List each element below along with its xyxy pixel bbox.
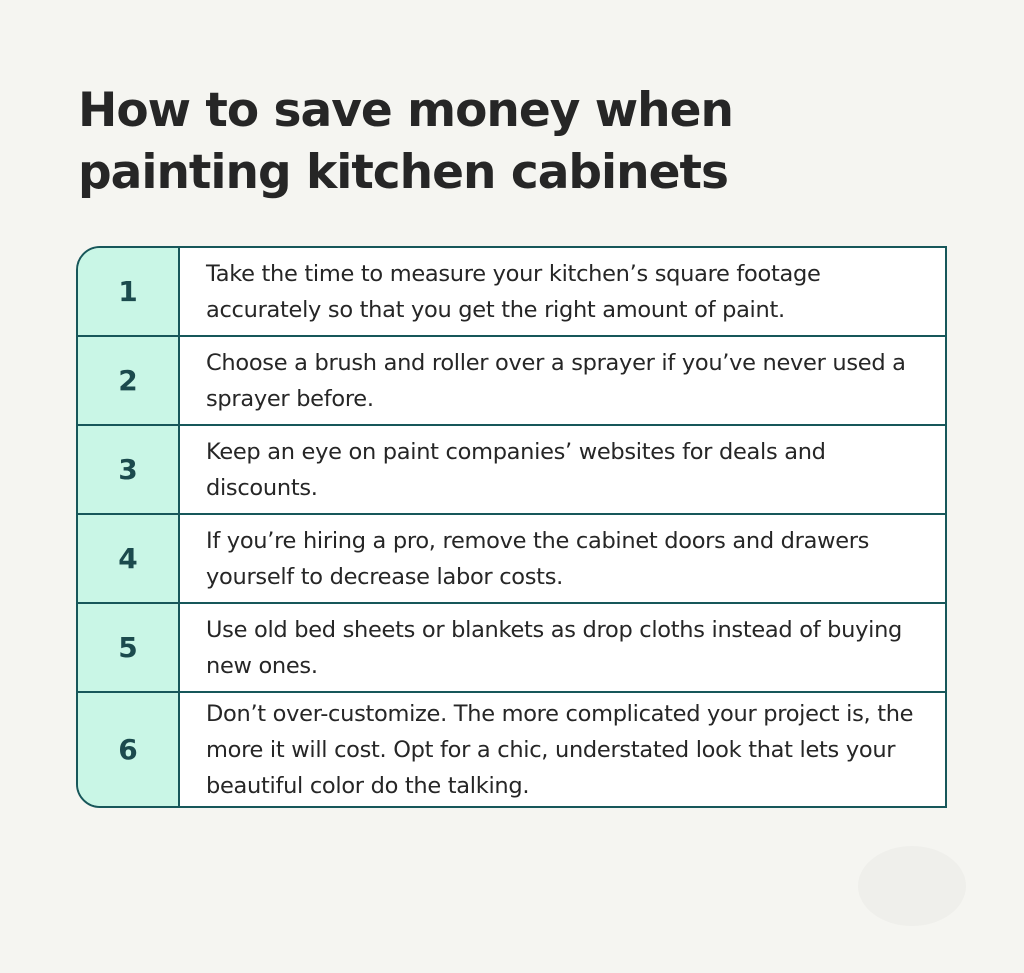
tip-row (78, 513, 945, 602)
tip-text: Take the time to measure your kitchen’s square footage accurately so that you get the right amount of paint. (180, 248, 945, 335)
tip-text: If you’re hiring a pro, remove the cabinet doors and drawers yourself to decrease labor costs. (180, 515, 945, 602)
tip-text: Don’t over-customize. The more complicated your project is, the more it will cost. Opt for a chic, understated look that lets your beautiful color do the talking. (180, 693, 945, 806)
tip-row (78, 335, 945, 424)
tip-number: 5 (78, 604, 180, 691)
tip-text: Choose a brush and roller over a sprayer if you’ve never used a sprayer before. (180, 337, 945, 424)
title-line-2: painting kitchen cabinets (78, 145, 728, 200)
title-line-1: How to save money when (78, 83, 733, 138)
tip-number: 1 (78, 248, 180, 335)
tip-row (78, 248, 945, 335)
page-title (78, 80, 958, 204)
tip-number: 4 (78, 515, 180, 602)
tip-row (78, 602, 945, 691)
tip-number: 6 (78, 693, 180, 806)
tip-text: Keep an eye on paint companies’ websites for deals and discounts. (180, 426, 945, 513)
tip-number: 2 (78, 337, 180, 424)
tip-text: Use old bed sheets or blankets as drop cloths instead of buying new ones. (180, 604, 945, 691)
watermark-blur (858, 846, 966, 926)
tips-table (76, 246, 947, 808)
tip-number: 3 (78, 426, 180, 513)
tip-row (78, 424, 945, 513)
tip-row (78, 691, 945, 806)
